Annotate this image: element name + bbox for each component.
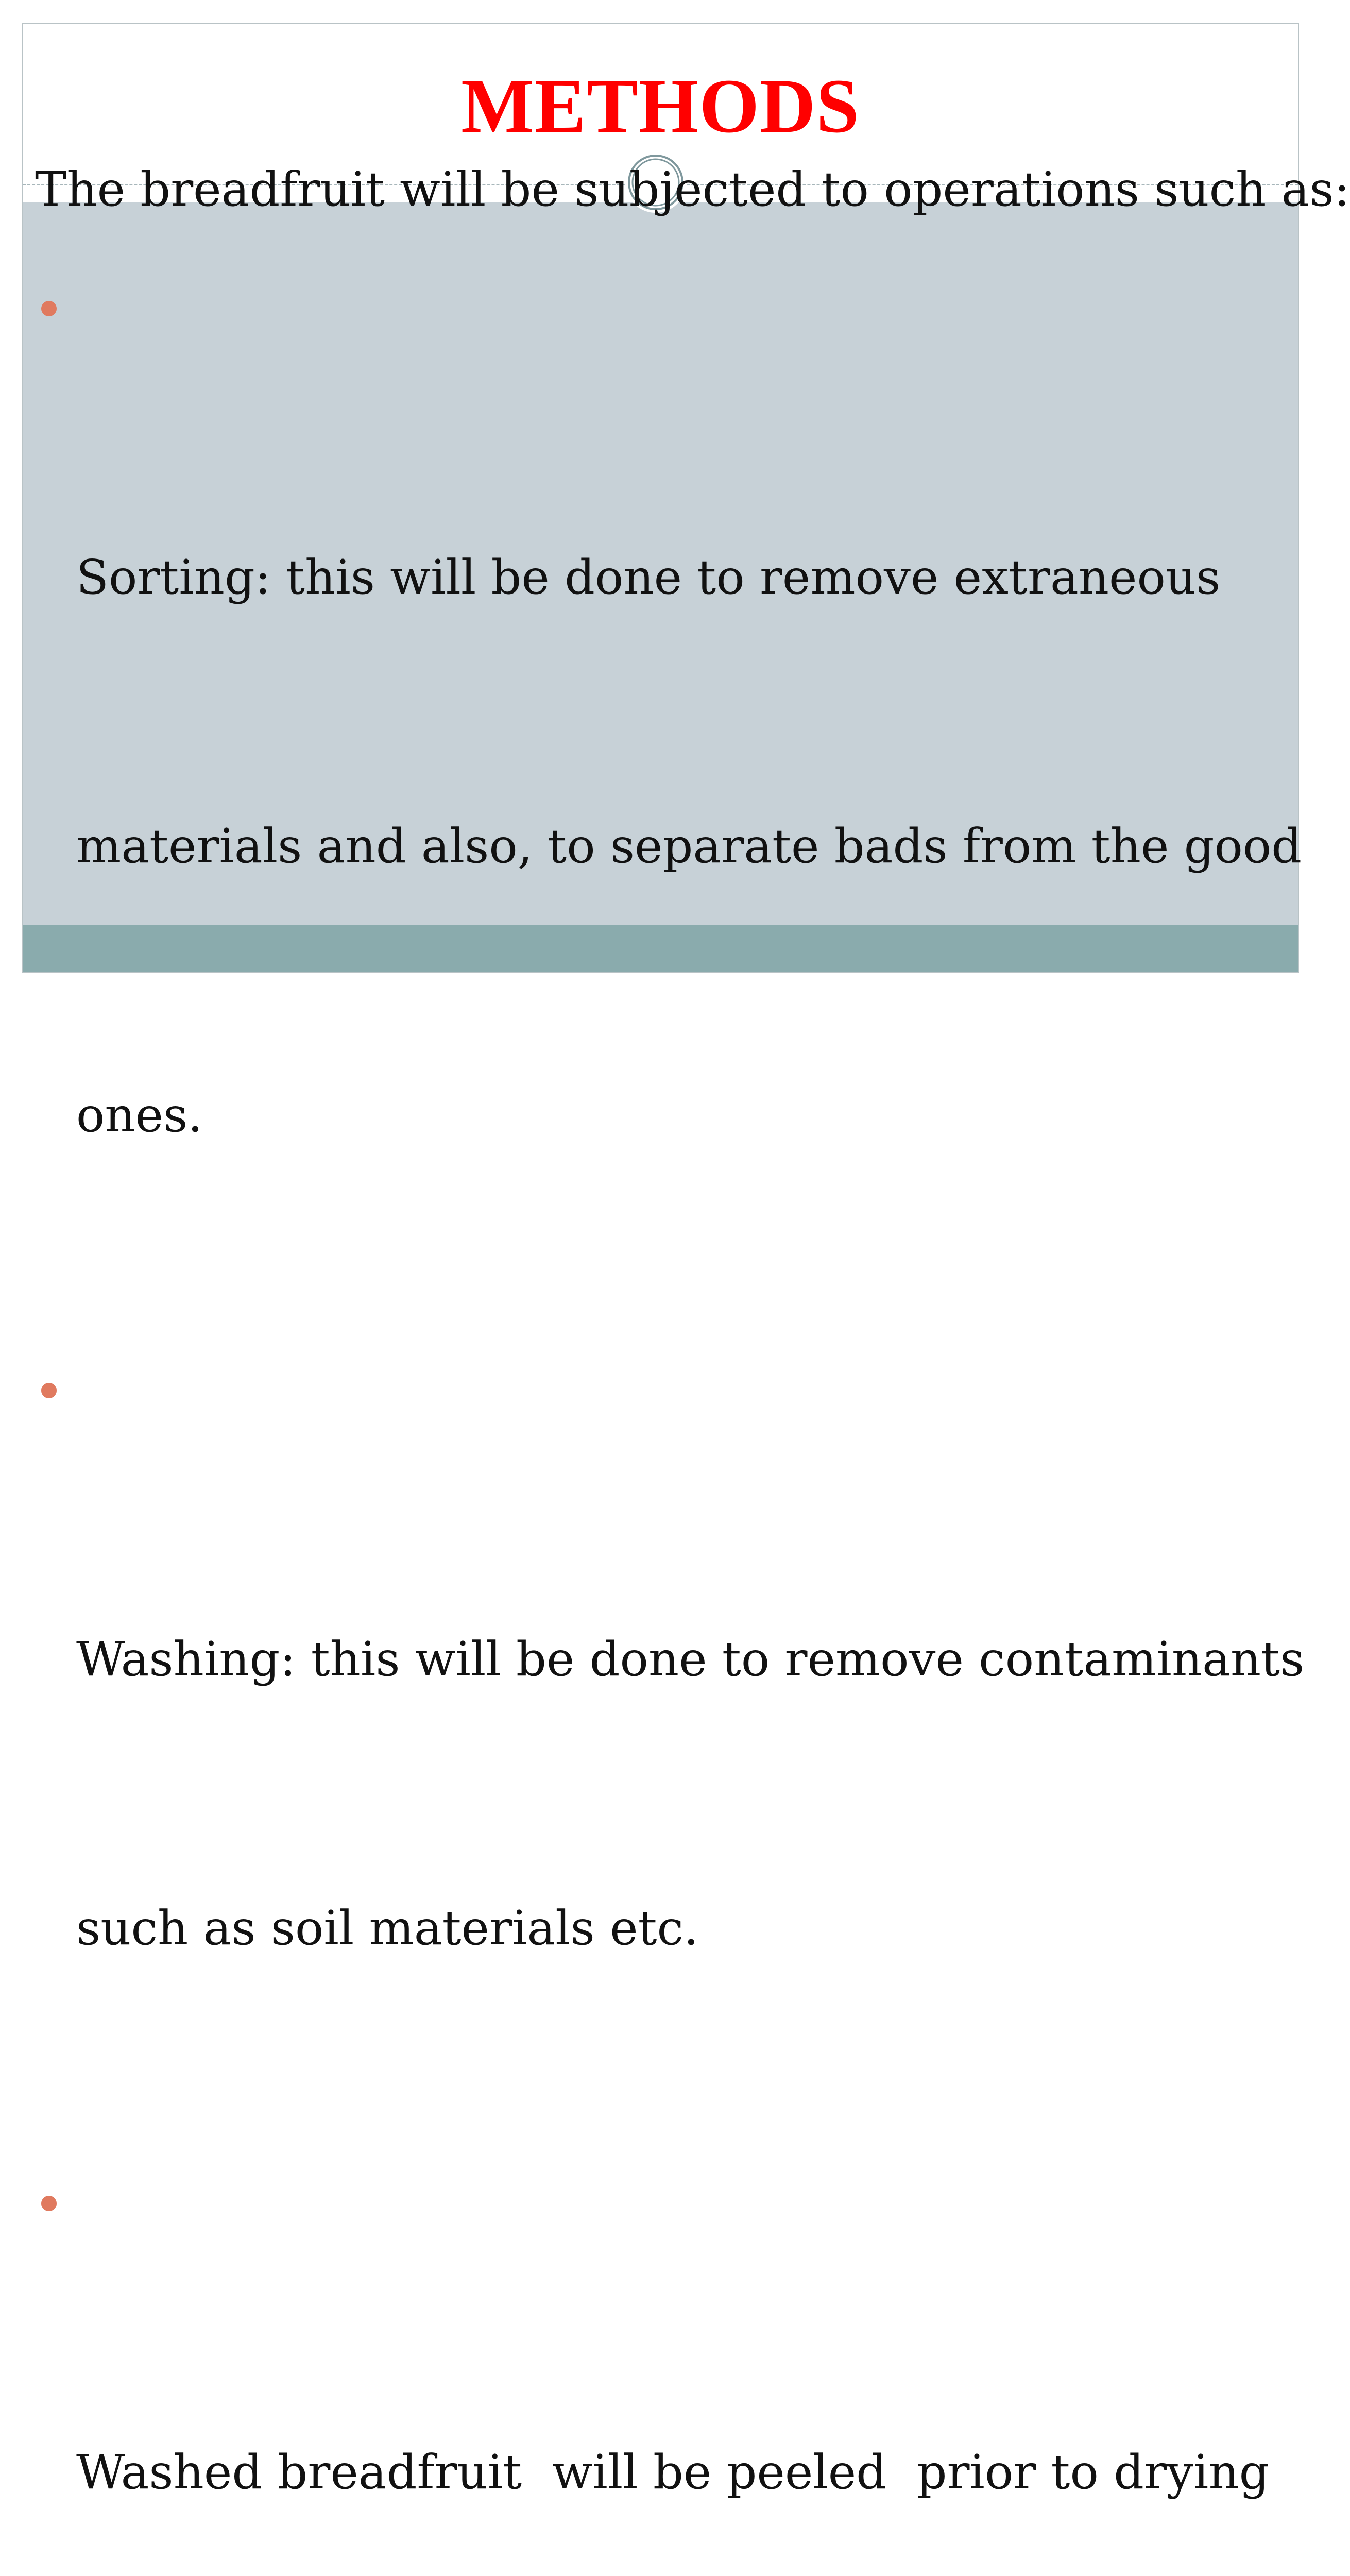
slide bbox=[22, 23, 1350, 2500]
bullet-line: ones. bbox=[76, 1088, 203, 1143]
slide-title: METHODS bbox=[461, 63, 860, 149]
list-item bbox=[23, 264, 1302, 1340]
bullet-line: Washing: this will be done to remove contaminants bbox=[76, 1632, 1305, 1687]
bullet-line: materials and also, to separate bads from the good bbox=[76, 819, 1302, 874]
list-item bbox=[23, 1346, 1305, 2153]
bullet-line: such as soil materials etc. bbox=[76, 1901, 699, 1956]
bullet-list bbox=[23, 264, 1305, 2576]
list-item bbox=[23, 2159, 1270, 2576]
bullet-line: Washed breadfruit will be peeled prior to drying bbox=[76, 2445, 1270, 2500]
intro-text: The breadfruit will be subjected to operations such as: bbox=[35, 162, 1350, 217]
bullet-dot-icon bbox=[41, 301, 57, 316]
bullet-line: Sorting: this will be done to remove extraneous bbox=[76, 550, 1221, 605]
bullet-dot-icon bbox=[41, 1383, 57, 1398]
bullet-dot-icon bbox=[41, 2196, 57, 2211]
